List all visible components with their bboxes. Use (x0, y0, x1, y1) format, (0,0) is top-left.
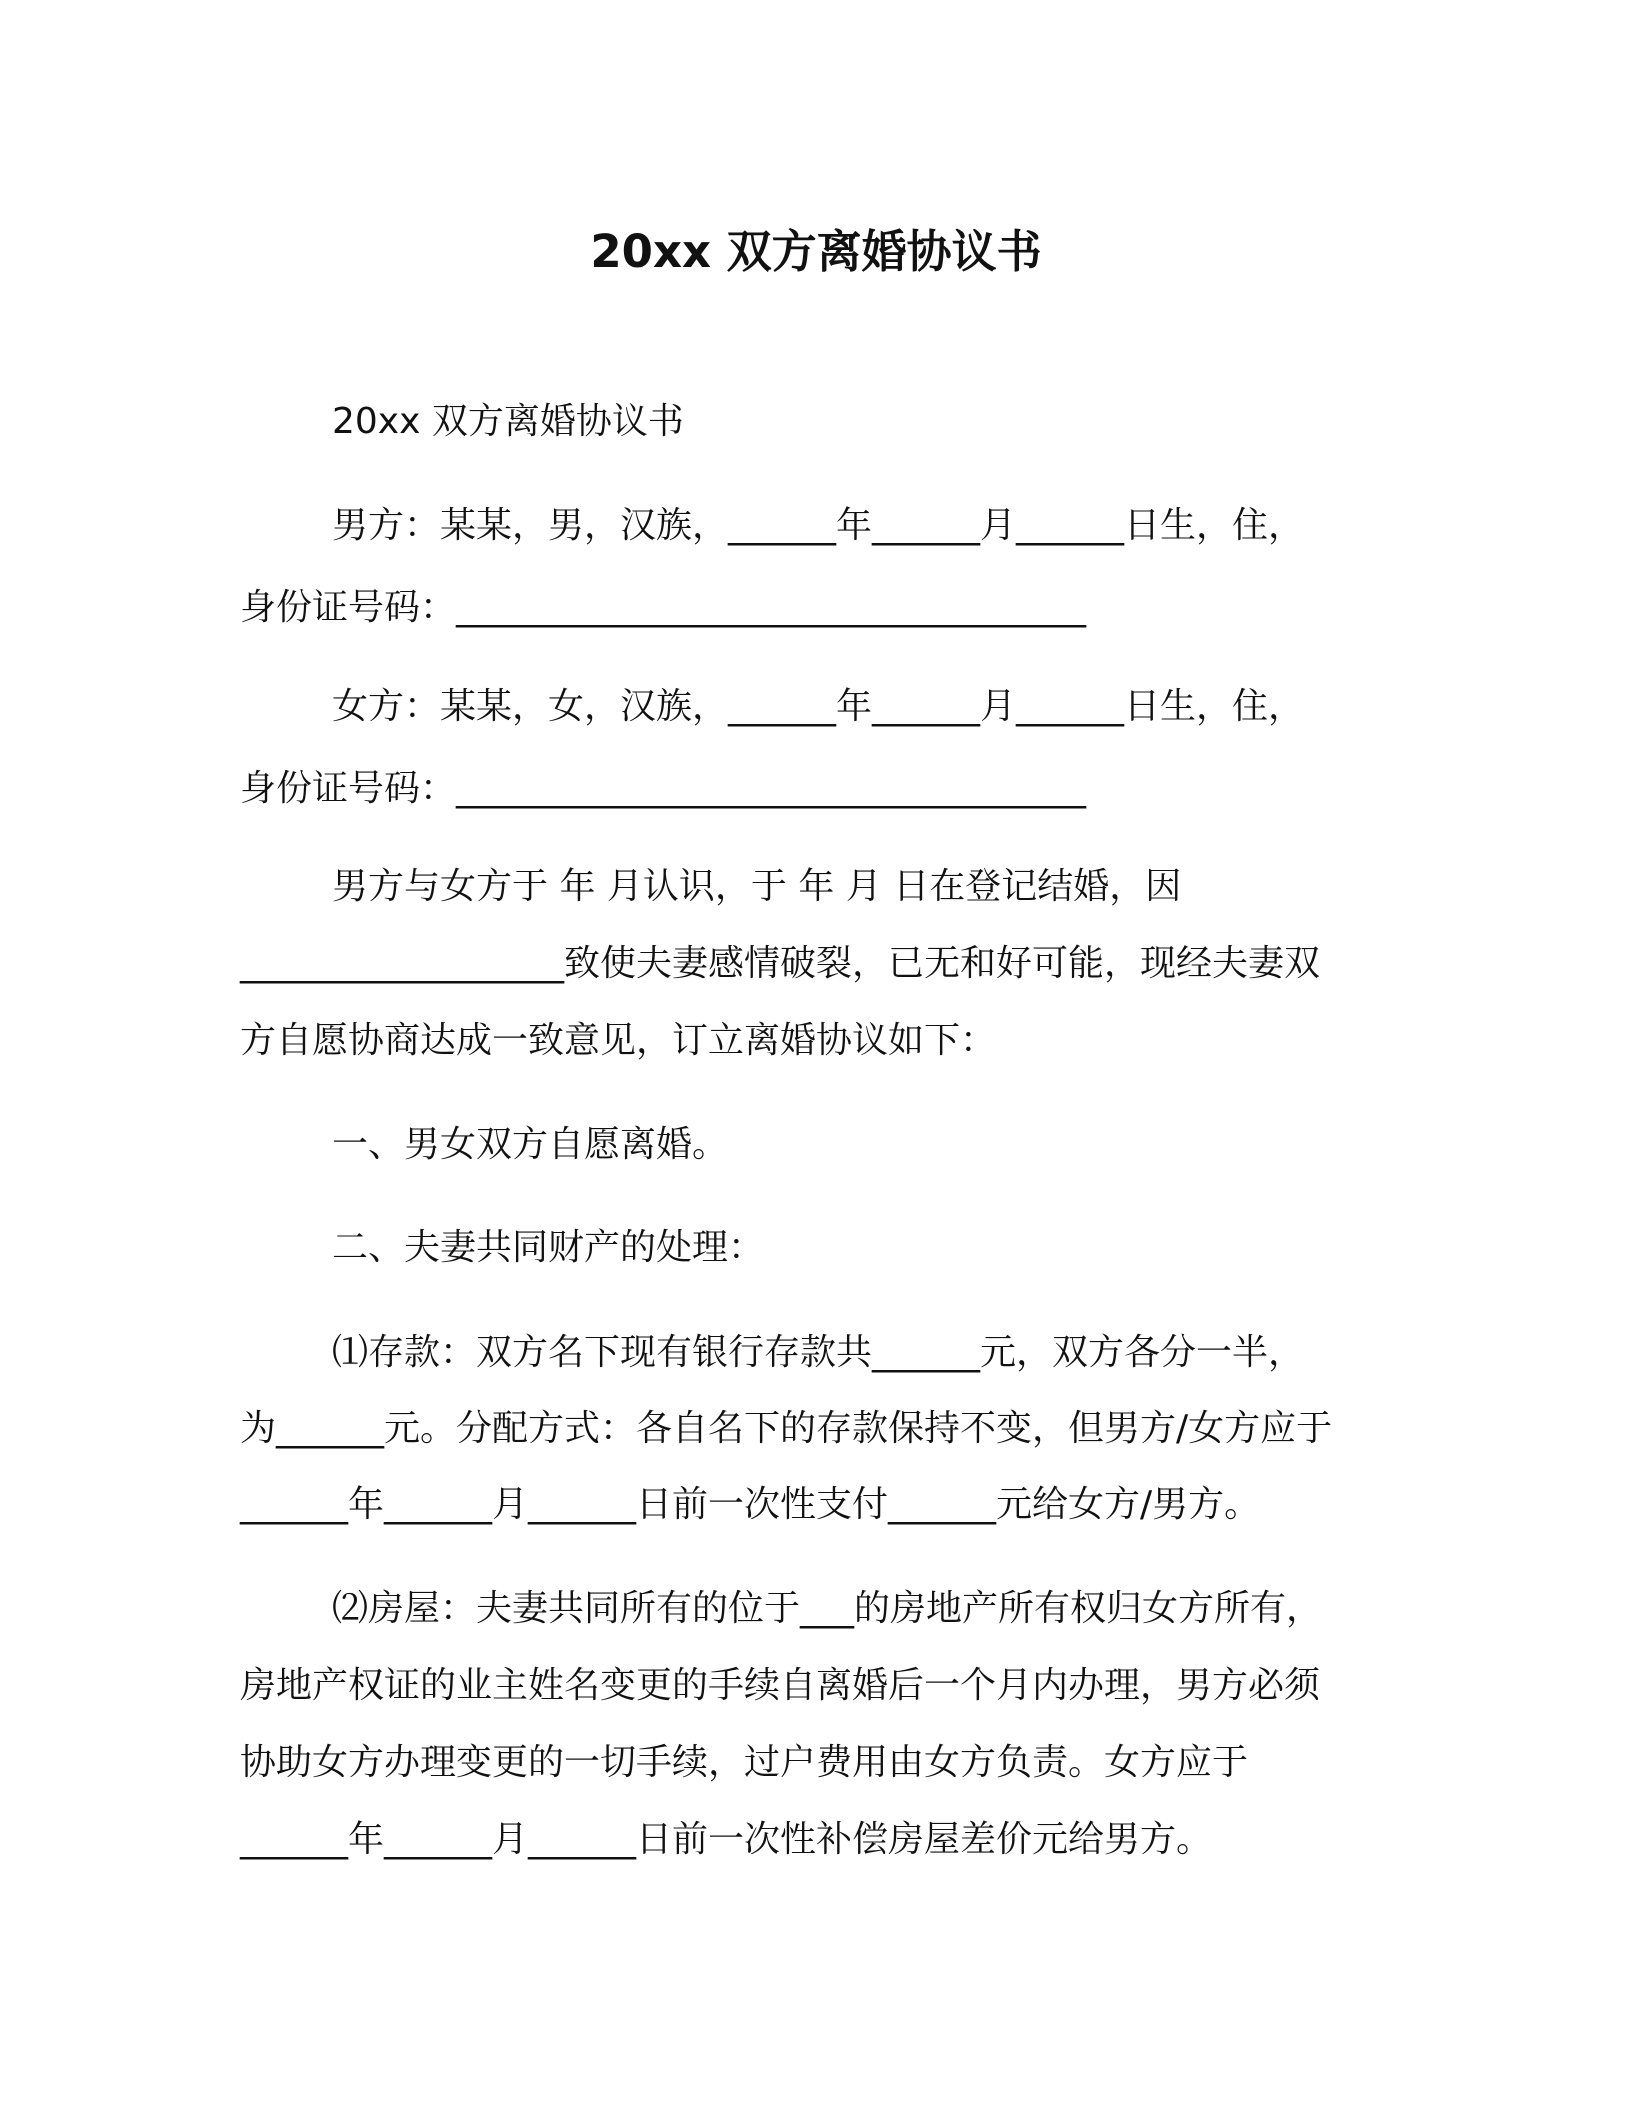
man-id-line: 身份证号码：___________________________________ (240, 587, 1087, 628)
intro-line-2: __________________致使夫妻感情破裂，已无和好可能，现经夫妻双 (240, 943, 1321, 984)
man-info-line: 男方：某某，男，汉族，______年______月______日生，住， (332, 505, 1305, 546)
document-title: 20xx 双方离婚协议书 (590, 225, 1042, 278)
clause-2: 二、夫妻共同财产的处理： (332, 1227, 765, 1268)
house-line-2: 房地产权证的业主姓名变更的手续自离婚后一个月内办理，男方必须 (240, 1665, 1321, 1706)
document-heading: 20xx 双方离婚协议书 (332, 401, 684, 442)
woman-id-line: 身份证号码：___________________________________ (240, 768, 1087, 809)
clause-1: 一、男女双方自愿离婚。 (332, 1124, 729, 1165)
house-line-1: ⑵房屋：夫妻共同所有的位于___的房地产所有权归女方所有， (332, 1588, 1323, 1629)
house-line-4: ______年______月______日前一次性补偿房屋差价元给男方。 (240, 1819, 1213, 1860)
house-line-3: 协助女方办理变更的一切手续，过户费用由女方负责。女方应于 (240, 1742, 1249, 1783)
deposit-line-1: ⑴存款：双方名下现有银行存款共______元，双方各分一半， (332, 1332, 1305, 1373)
woman-info-line: 女方：某某，女，汉族，______年______月______日生，住， (332, 686, 1305, 727)
intro-line-1: 男方与女方于 年 月认识，于 年 月 日在登记结婚，因 (332, 866, 1182, 907)
deposit-line-3: ______年______月______日前一次性支付______元给女方/男方。 (240, 1484, 1261, 1525)
intro-line-3: 方自愿协商达成一致意见，订立离婚协议如下： (240, 1020, 997, 1061)
deposit-line-2: 为______元。分配方式：各自名下的存款保持不变，但男方/女方应于 (240, 1408, 1333, 1449)
